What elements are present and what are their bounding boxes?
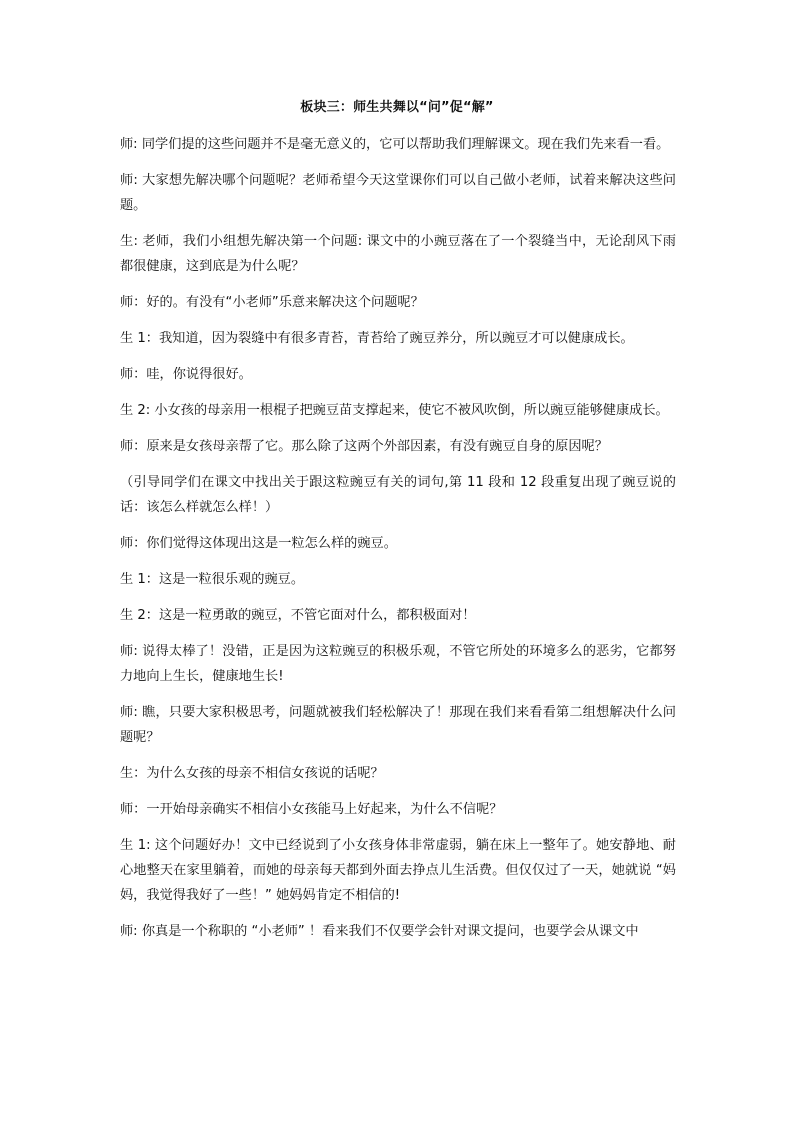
paragraph: 生 2: 小女孩的母亲用一根棍子把豌豆苗支撑起来，使它不被风吹倒，所以豌豆能够健康成长。 (120, 403, 669, 418)
paragraph: 师: 同学们提的这些问题并不是毫无意义的，它可以帮助我们理解课文。现在我们先来看一看。 (120, 137, 670, 152)
paragraph: 师: 说得太棒了！没错，正是因为这粒豌豆的积极乐观，不管它所处的环境多么的恶劣，它都努力地向上生长，健康地生长! (120, 644, 676, 684)
paragraph: （引导同学们在课文中找出关于跟这粒豌豆有关的词句,第 11 段和 12 段重复出现了豌豆说的话：该怎么样就怎么样！） (120, 475, 676, 515)
section-title: 板块三：师生共舞以“问”促“解” (300, 100, 494, 115)
paragraph: 师: 你真是一个称职的 “小老师” ！看来我们不仅要学会针对课文提问，也要学会从课文中 (120, 924, 639, 939)
paragraph: 生 1：这是一粒很乐观的豌豆。 (120, 572, 305, 587)
paragraph: 生 2：这是一粒勇敢的豌豆，不管它面对什么，都积极面对！ (120, 608, 476, 623)
paragraph: 师：原来是女孩母亲帮了它。那么除了这两个外部因素，有没有豌豆自身的原因呢？ (120, 439, 608, 454)
paragraph: 师：好的。有没有“小老师”乐意来解决这个问题呢？ (120, 295, 424, 310)
paragraph: 师: 瞧，只要大家积极思考，问题就被我们轻松解决了！那现在我们来看看第二组想解决什么问题呢？ (120, 705, 676, 745)
paragraph: 师: 大家想先解决哪个问题呢？老师希望今天这堂课你们可以自己做小老师，试着来解决这些问题。 (120, 173, 676, 213)
paragraph: 生 1: 这个问题好办！文中已经说到了小女孩身体非常虚弱，躺在床上一整年了。她安静地、耐心地整天在家里躺着，而她的母亲每天都到外面去挣点儿生活费。但仅仅过了一天，她就说 “妈妈，我觉得我好了一些！” 她妈妈肯定不相信的! (120, 838, 676, 903)
paragraph: 师：你们觉得这体现出这是一粒怎么样的豌豆。 (120, 536, 397, 551)
paragraph: 生: 老师，我们小组想先解决第一个问题: 课文中的小豌豆落在了一个裂缝当中，无论刮风下雨都很健康，这到底是为什么呢？ (120, 234, 676, 274)
document-body (120, 132, 676, 955)
paragraph: 生：为什么女孩的母亲不相信女孩说的话呢？ (120, 766, 384, 781)
paragraph: 师：哇，你说得很好。 (120, 367, 252, 382)
paragraph: 师：一开始母亲确实不相信小女孩能马上好起来，为什么不信呢？ (120, 802, 503, 817)
paragraph: 生 1：我知道，因为裂缝中有很多青苔，青苔给了豌豆养分，所以豌豆才可以健康成长。 (120, 331, 634, 346)
